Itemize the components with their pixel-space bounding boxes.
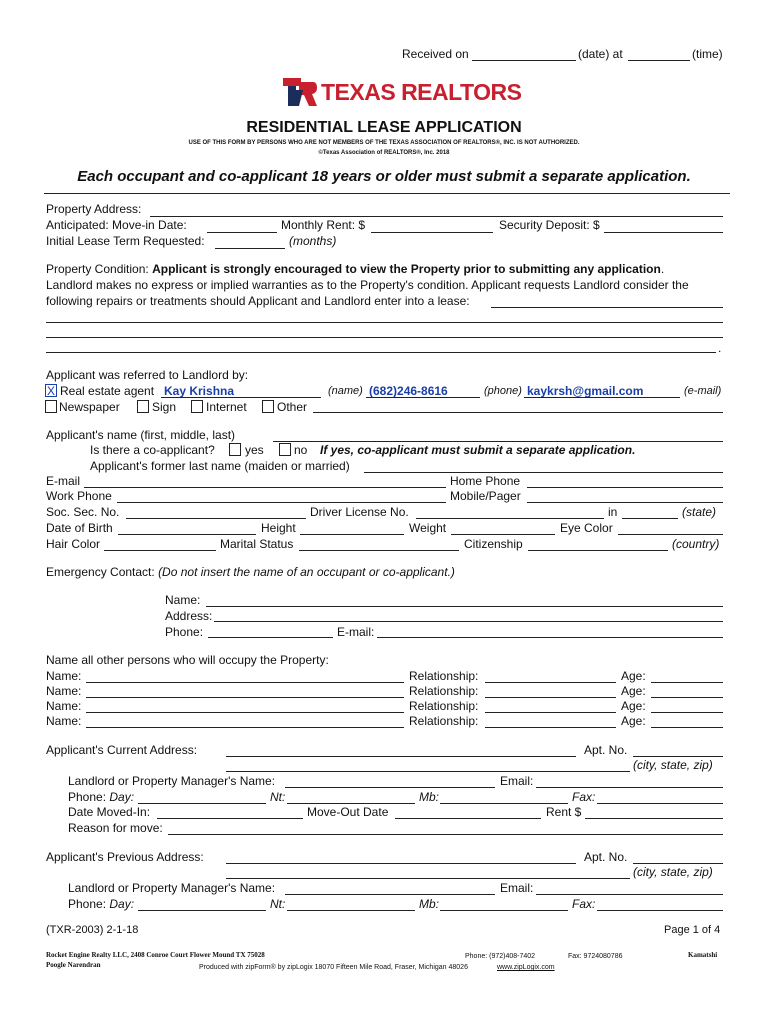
current-fax-label: Fax:	[572, 790, 596, 804]
monthly-rent-field[interactable]	[371, 232, 493, 233]
no-label: no	[294, 443, 308, 457]
driver-license-label: Driver License No.	[310, 505, 409, 519]
real-estate-agent-label: Real estate agent	[60, 384, 155, 398]
occupant-age-label: Age:	[621, 669, 646, 683]
home-phone-field[interactable]	[527, 487, 723, 488]
previous-night-phone-field[interactable]	[287, 910, 415, 911]
previous-day-phone-field[interactable]	[138, 910, 266, 911]
texas-realtors-emblem-icon	[283, 78, 317, 106]
previous-mobile-label: Mb:	[419, 897, 440, 911]
former-name-field[interactable]	[364, 472, 723, 473]
email-label: E-mail	[46, 474, 81, 488]
reason-for-move-field[interactable]	[168, 834, 723, 835]
condition-warning: Applicant is strongly encouraged to view the Property prior to submitting any application	[152, 262, 661, 276]
work-phone-field[interactable]	[117, 502, 446, 503]
agent-phone-field	[366, 397, 480, 398]
emergency-name-label: Name:	[165, 593, 201, 607]
received-time-field[interactable]	[628, 60, 690, 61]
property-address-label: Property Address:	[46, 202, 142, 216]
mobile-field[interactable]	[527, 502, 723, 503]
previous-apt-label: Apt. No.	[584, 850, 628, 864]
eye-color-field[interactable]	[618, 534, 723, 535]
occupant-relationship-field[interactable]	[485, 697, 616, 698]
hair-color-field[interactable]	[104, 550, 216, 551]
ziplogix-link[interactable]: www.zipLogix.com	[497, 964, 555, 971]
applicant-name-label: Applicant's name (first, middle, last)	[46, 428, 236, 442]
occupant-relationship-label: Relationship:	[409, 684, 479, 698]
occupants-heading: Name all other persons who will occupy the Property:	[46, 653, 329, 667]
height-label: Height	[261, 521, 296, 535]
previous-fax-field[interactable]	[597, 910, 723, 911]
occupant-age-label: Age:	[621, 714, 646, 728]
date-at-label: (date) at	[578, 47, 623, 61]
move-in-label: Anticipated: Move-in Date:	[46, 218, 187, 232]
agent-name-field	[161, 397, 321, 398]
coapplicant-no-checkbox[interactable]	[279, 443, 291, 456]
occupant-age-label: Age:	[621, 684, 646, 698]
occupant-relationship-label: Relationship:	[409, 714, 479, 728]
client-name: Kamatshi	[688, 951, 718, 959]
work-phone-label: Work Phone	[46, 489, 112, 503]
occupant-age-field[interactable]	[651, 712, 723, 713]
broker-phone: Phone: (972)408-7402	[465, 953, 536, 960]
lease-term-label: Initial Lease Term Requested:	[46, 234, 205, 248]
header-rule	[44, 193, 730, 194]
occupant-name-label: Name:	[46, 699, 82, 713]
name-tag: (name)	[328, 385, 363, 397]
real-estate-agent-checkbox[interactable]: X	[47, 384, 56, 398]
moved-in-field[interactable]	[157, 818, 303, 819]
current-night-phone-field[interactable]	[287, 803, 415, 804]
emergency-name-field[interactable]	[206, 606, 723, 607]
usage-notice: USE OF THIS FORM BY PERSONS WHO ARE NOT MEMBERS OF THE TEXAS ASSOCIATION OF REALTORS®, INC. IS NOT AUTHORIZED.	[188, 140, 580, 146]
emergency-address-field[interactable]	[214, 621, 723, 622]
emergency-email-field[interactable]	[377, 637, 723, 638]
occupant-relationship-label: Relationship:	[409, 669, 479, 683]
previous-address-label: Applicant's Previous Address:	[46, 850, 204, 864]
instruction-banner: Each occupant and co-applicant 18 years or older must submit a separate application.	[77, 168, 691, 185]
current-rent-label: Rent $	[546, 805, 582, 819]
previous-address-field[interactable]	[226, 863, 576, 864]
email-field[interactable]	[84, 487, 446, 488]
current-mobile-field[interactable]	[440, 803, 568, 804]
move-out-label: Move-Out Date	[307, 805, 389, 819]
form-id: (TXR-2003) 2-1-18	[46, 924, 139, 936]
agent-name: Poogle Narendran	[46, 961, 101, 969]
coapplicant-note: If yes, co-applicant must submit a separate application.	[320, 443, 636, 457]
height-field[interactable]	[300, 534, 404, 535]
repairs-field-1[interactable]	[491, 307, 723, 308]
previous-city-field[interactable]	[226, 878, 630, 879]
previous-landlord-label: Landlord or Property Manager's Name:	[68, 881, 276, 895]
citizenship-field[interactable]	[528, 550, 668, 551]
agent-phone-value[interactable]: (682)246-8616	[369, 384, 448, 398]
current-night-label: Nt:	[270, 790, 286, 804]
home-phone-label: Home Phone	[450, 474, 521, 488]
email-tag: (e-mail)	[684, 385, 722, 397]
coapplicant-yes-checkbox[interactable]	[229, 443, 241, 456]
emergency-contact-heading: Emergency Contact: (Do not insert the name of an occupant or co-applicant.)	[46, 565, 455, 579]
previous-city-state-zip-label: (city, state, zip)	[633, 865, 713, 879]
previous-landlord-email-label: Email:	[500, 881, 534, 895]
current-city-field[interactable]	[226, 771, 630, 772]
produced-by: Produced with zipForm® by zipLogix 18070 Fifteen Mile Road, Fraser, Michigan 48026	[199, 964, 468, 971]
occupant-name-field[interactable]	[86, 712, 404, 713]
current-landlord-label: Landlord or Property Manager's Name:	[68, 774, 276, 788]
emergency-phone-field[interactable]	[208, 637, 333, 638]
form-title: RESIDENTIAL LEASE APPLICATION	[246, 119, 522, 136]
current-apt-field[interactable]	[633, 756, 723, 757]
marital-status-label: Marital Status	[220, 537, 294, 551]
referral-label: Applicant was referred to Landlord by:	[46, 368, 249, 382]
broker-fax: Fax: 9724080786	[568, 953, 623, 960]
occupant-relationship-field[interactable]	[485, 727, 616, 728]
months-label: (months)	[289, 234, 337, 248]
yes-label: yes	[245, 443, 264, 457]
moved-in-label: Date Moved-In:	[68, 805, 151, 819]
previous-landlord-field[interactable]	[285, 894, 495, 895]
page-number: Page 1 of 4	[664, 924, 721, 936]
repairs-field-2[interactable]	[46, 322, 723, 323]
previous-mobile-field[interactable]	[440, 910, 568, 911]
agent-email-field	[524, 397, 680, 398]
time-label: (time)	[692, 47, 723, 61]
broker-address: Rocket Engine Realty LLC, 2408 Conroe Court Flower Mound TX 75028	[46, 951, 265, 959]
brand-name: TEXAS REALTORS	[321, 78, 522, 105]
other-checkbox[interactable]	[262, 400, 274, 413]
current-landlord-field[interactable]	[285, 787, 495, 788]
reason-for-move-label: Reason for move:	[68, 821, 163, 835]
citizenship-label: Citizenship	[464, 537, 523, 551]
internet-label: Internet	[206, 400, 247, 414]
current-phone-label: Phone: Day:	[68, 790, 135, 804]
applicant-name-field[interactable]	[273, 441, 723, 442]
occupant-name-field[interactable]	[86, 727, 404, 728]
occupant-age-label: Age:	[621, 699, 646, 713]
current-landlord-email-field[interactable]	[536, 787, 723, 788]
emergency-phone-label: Phone:	[165, 625, 204, 639]
sign-checkbox[interactable]	[137, 400, 149, 413]
occupant-name-field[interactable]	[86, 682, 404, 683]
occupant-relationship-field[interactable]	[485, 712, 616, 713]
occupant-age-field[interactable]	[651, 697, 723, 698]
current-rent-field[interactable]	[585, 818, 723, 819]
security-deposit-field[interactable]	[604, 232, 723, 233]
property-condition-line2: Landlord makes no express or implied warranties as to the Property's condition. Applicant requests Landlord consider the	[46, 278, 689, 292]
current-city-state-zip-label: (city, state, zip)	[633, 758, 713, 772]
lease-term-field[interactable]	[215, 248, 285, 249]
emergency-note: (Do not insert the name of an occupant or co-applicant.)	[158, 565, 455, 579]
property-condition-line3: following repairs or treatments should Applicant and Landlord enter into a lease:	[46, 294, 470, 308]
internet-checkbox[interactable]	[191, 400, 203, 413]
eye-color-label: Eye Color	[560, 521, 613, 535]
occupant-name-label: Name:	[46, 684, 82, 698]
repairs-field-3[interactable]	[46, 337, 723, 338]
newspaper-label: Newspaper	[59, 400, 120, 414]
emergency-address-label: Address:	[165, 609, 213, 623]
current-day-phone-field[interactable]	[138, 803, 266, 804]
other-label: Other	[277, 400, 308, 414]
driver-license-field[interactable]	[416, 518, 604, 519]
monthly-rent-label: Monthly Rent: $	[281, 218, 366, 232]
sign-label: Sign	[152, 400, 177, 414]
occupant-name-label: Name:	[46, 714, 82, 728]
in-label: in	[608, 505, 618, 519]
occupant-relationship-label: Relationship:	[409, 699, 479, 713]
previous-phone-label: Phone: Day:	[68, 897, 135, 911]
coapplicant-question: Is there a co-applicant?	[90, 443, 215, 457]
mobile-label: Mobile/Pager	[450, 489, 521, 503]
repairs-field-4[interactable]	[46, 352, 716, 353]
move-out-field[interactable]	[395, 818, 541, 819]
phone-tag: (phone)	[484, 385, 522, 397]
previous-landlord-email-field[interactable]	[536, 894, 723, 895]
property-address-field[interactable]	[150, 216, 723, 217]
emergency-email-label: E-mail:	[337, 625, 375, 639]
country-label: (country)	[672, 537, 720, 551]
ssn-label: Soc. Sec. No.	[46, 505, 120, 519]
received-on-label: Received on	[402, 47, 469, 61]
repairs-period: .	[718, 341, 722, 355]
ssn-field[interactable]	[126, 518, 306, 519]
current-address-field[interactable]	[226, 756, 576, 757]
marital-status-field[interactable]	[299, 550, 459, 551]
current-mobile-label: Mb:	[419, 790, 440, 804]
previous-night-label: Nt:	[270, 897, 286, 911]
current-apt-label: Apt. No.	[584, 743, 628, 757]
occupant-name-label: Name:	[46, 669, 82, 683]
previous-apt-field[interactable]	[633, 863, 723, 864]
move-in-field[interactable]	[207, 232, 277, 233]
state-label: (state)	[682, 505, 717, 519]
current-address-label: Applicant's Current Address:	[46, 743, 198, 757]
received-date-field[interactable]	[472, 60, 576, 61]
property-condition-line1: Property Condition: Applicant is strongly encouraged to view the Property prior to submitting any application.	[46, 262, 665, 276]
occupant-age-field[interactable]	[651, 727, 723, 728]
occupant-name-field[interactable]	[86, 697, 404, 698]
dob-label: Date of Birth	[46, 521, 113, 535]
dob-field[interactable]	[118, 534, 256, 535]
license-state-field[interactable]	[622, 518, 678, 519]
texas-realtors-logo	[283, 78, 521, 106]
hair-color-label: Hair Color	[46, 537, 101, 551]
agent-email-value[interactable]: kaykrsh@gmail.com	[527, 384, 644, 398]
newspaper-checkbox[interactable]	[45, 400, 57, 413]
weight-field[interactable]	[451, 534, 555, 535]
agent-name-value[interactable]: Kay Krishna	[164, 384, 235, 398]
occupant-relationship-field[interactable]	[485, 682, 616, 683]
weight-label: Weight	[409, 521, 447, 535]
copyright-notice: ©Texas Association of REALTORS®, Inc. 2018	[318, 150, 450, 156]
current-fax-field[interactable]	[597, 803, 723, 804]
occupant-age-field[interactable]	[651, 682, 723, 683]
security-deposit-label: Security Deposit: $	[499, 218, 600, 232]
previous-fax-label: Fax:	[572, 897, 596, 911]
other-referral-field[interactable]	[313, 412, 723, 413]
former-name-label: Applicant's former last name (maiden or married)	[90, 459, 350, 473]
current-landlord-email-label: Email:	[500, 774, 534, 788]
